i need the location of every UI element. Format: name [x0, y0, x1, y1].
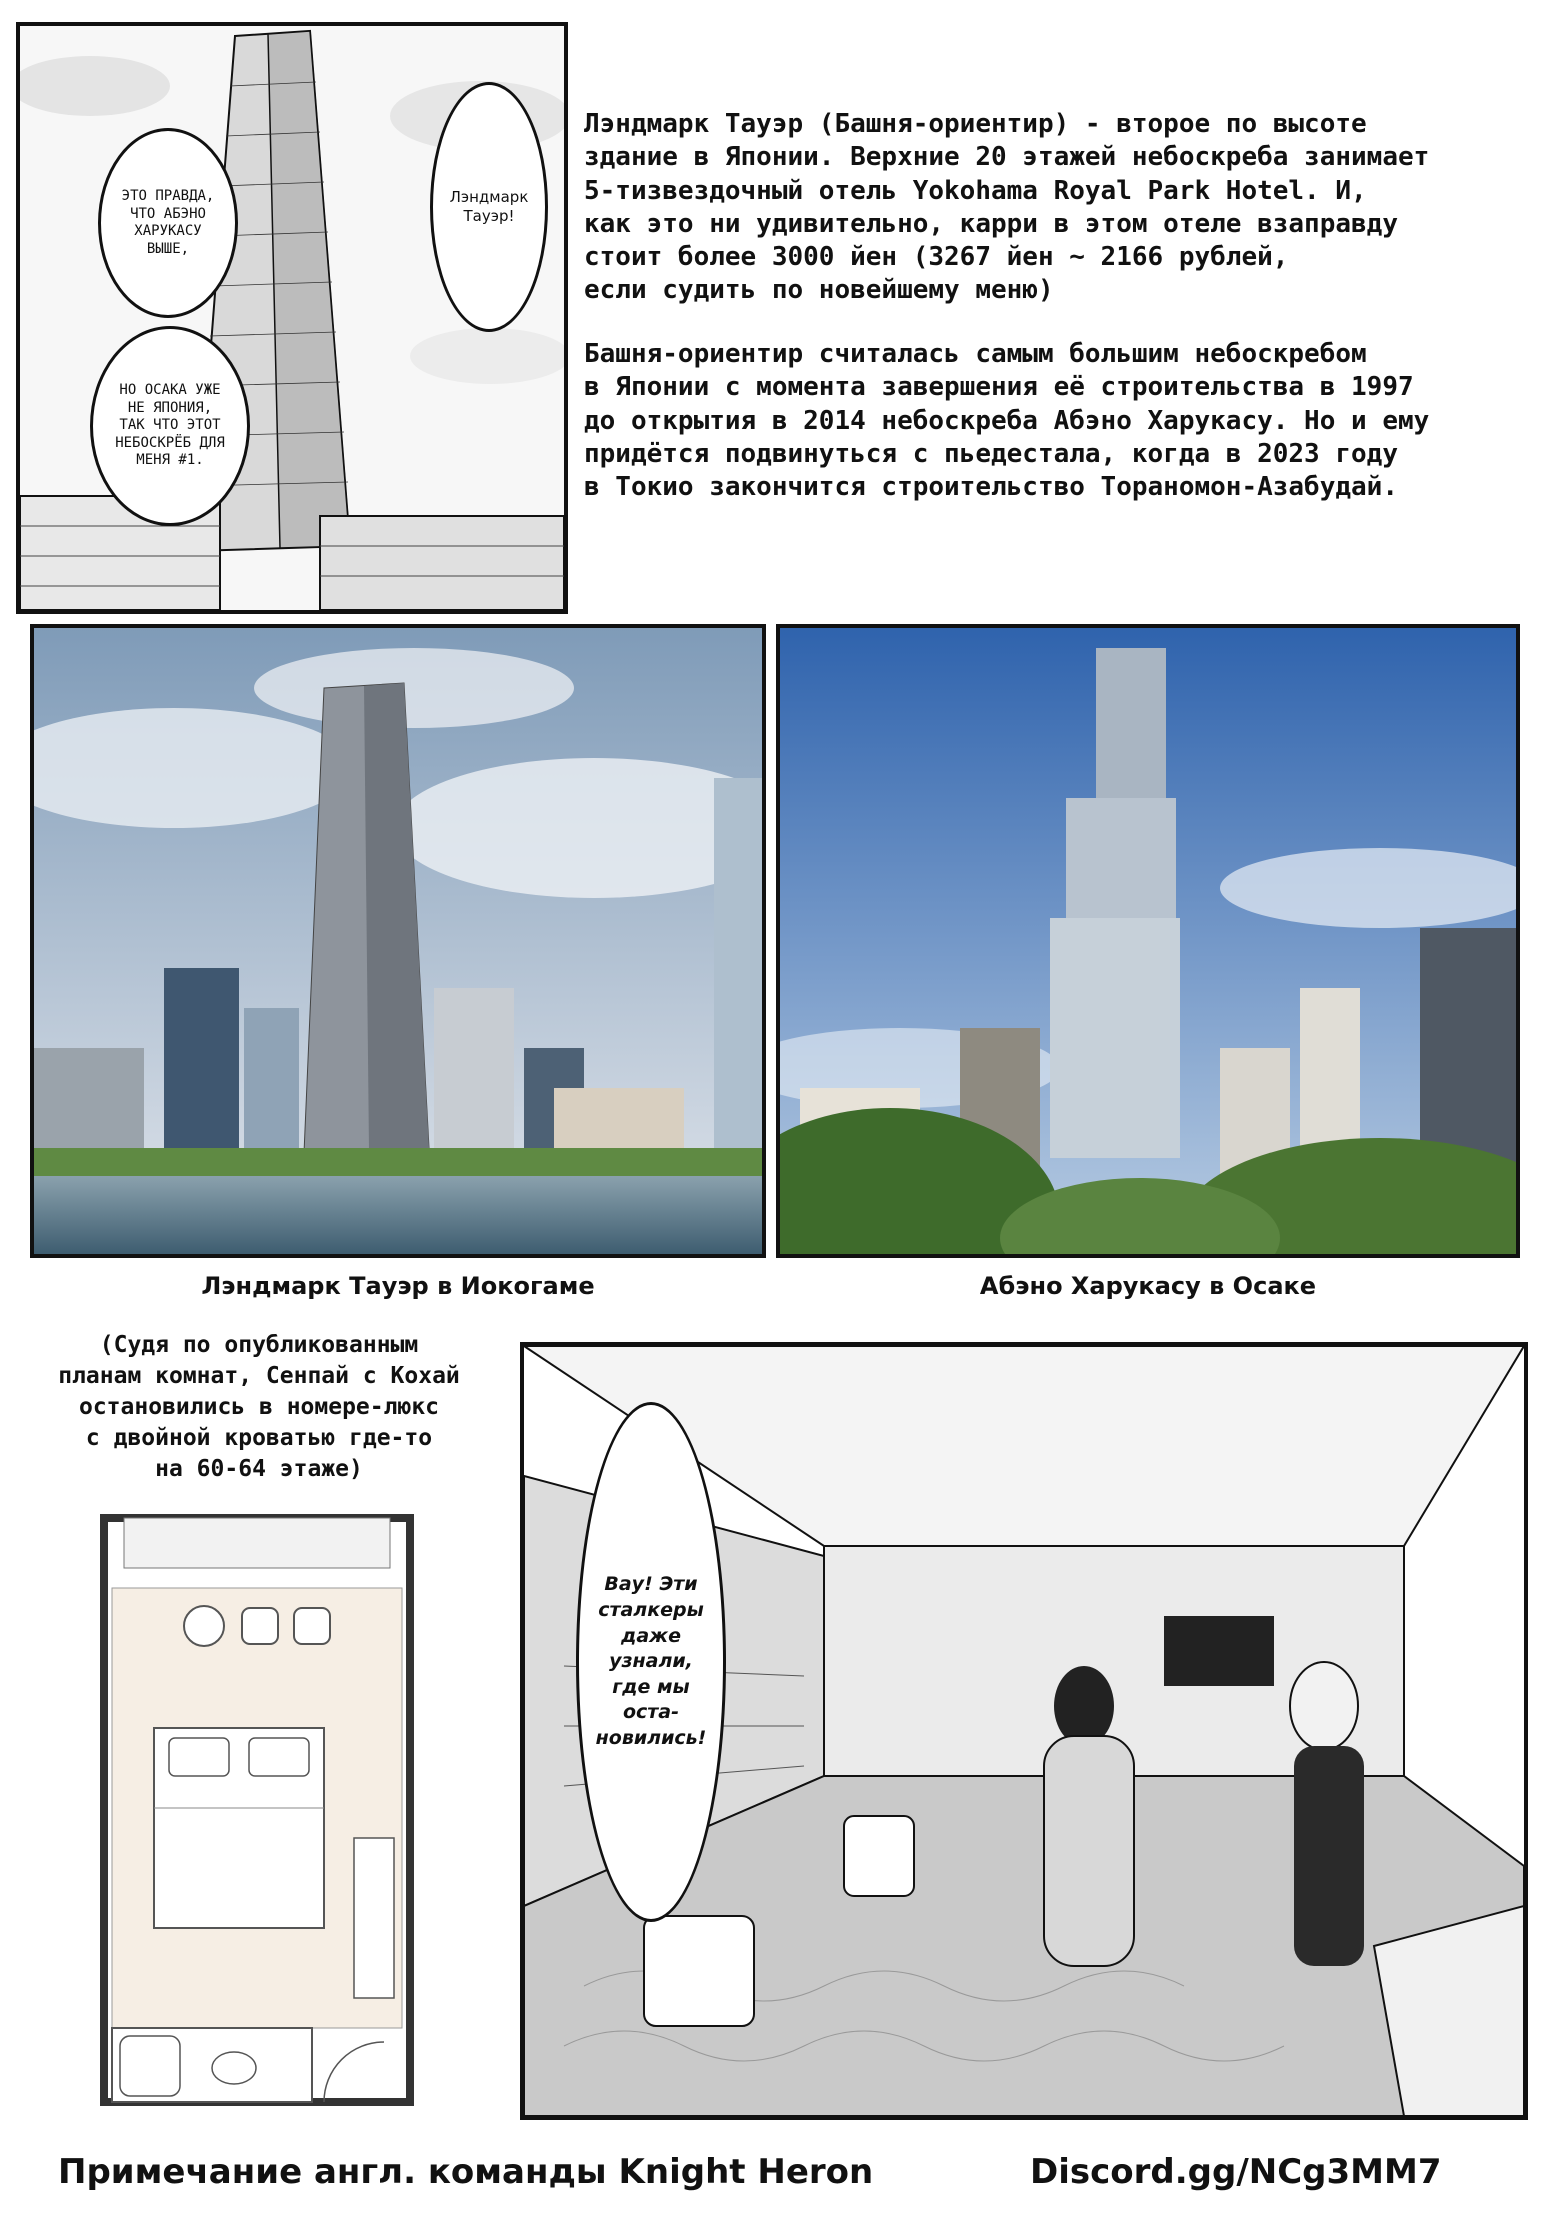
floor-plan-note [24, 1330, 494, 1485]
translator-note-ranking [584, 338, 1524, 504]
footer-discord-link[interactable]: Discord.gg/NCg3MM7 [1030, 2152, 1442, 2192]
note-line: как это ни удивительно, карри в этом отеле взаправду [584, 208, 1398, 239]
note-line: Башня-ориентир считалась самым большим небоскребом [584, 339, 1367, 369]
note-line: планам комнат, Сенпай с Кохай [58, 1363, 460, 1390]
note-line: (Судя по опубликованным [99, 1332, 419, 1358]
speech-bubble-right: Лэндмарк Тауэр! [430, 82, 548, 332]
note-line: здание в Японии. Верхние 20 этажей небоскреба занимает [584, 142, 1430, 173]
note-line: с двойной кроватью где-то [85, 1425, 433, 1452]
speech-bubble-hotel: Вау! Эти сталкеры даже узнали, где мы оста-новились! [576, 1402, 726, 1922]
translator-note-landmark [584, 108, 1524, 308]
caption-abeno: Абэно Харукасу в Осаке [979, 1272, 1317, 1300]
note-line: если судить по новейшему меню) [584, 275, 1054, 306]
note-line: придётся подвинуться с пьедестала, когда в 2023 году [584, 438, 1398, 469]
manga-panel-landmark [16, 22, 568, 614]
photo-abeno-osaka [776, 624, 1520, 1258]
note-line: Лэндмарк Тауэр (Башня-ориентир) - второе по высоте [584, 109, 1367, 139]
note-line: до открытия в 2014 небоскреба Абэно Харукасу. Но и ему [584, 405, 1430, 436]
floor-plan [84, 1508, 430, 2112]
photo-landmark-yokohama [30, 624, 766, 1258]
note-line: в Токио закончится строительство Тораномон-Азабудай. [584, 472, 1398, 503]
speech-bubble-left-top: ЭТО ПРАВДА, ЧТО АБЭНО ХАРУКАСУ ВЫШЕ, [98, 128, 238, 318]
floor-plan-drawing [84, 1508, 430, 2112]
note-line: стоит более 3000 йен (3267 йен ~ 2166 рублей, [584, 242, 1289, 273]
speech-bubble-left-bottom: НО ОСАКА УЖЕ НЕ ЯПОНИЯ, ТАК ЧТО ЭТОТ НЕБОСКРЁБ ДЛЯ МЕНЯ #1. [90, 326, 250, 526]
manga-panel-hotel-room [520, 1342, 1528, 2120]
note-line: в Японии с момента завершения её строительства в 1997 [584, 372, 1414, 403]
note-line: остановились в номере-люкс [78, 1394, 440, 1421]
note-line: на 60-64 этаже) [155, 1456, 363, 1483]
landmark-photo [34, 628, 762, 1254]
footer-credit: Примечание англ. команды Knight Heron [58, 2152, 874, 2192]
caption-landmark: Лэндмарк Тауэр в Иокогаме [201, 1272, 595, 1300]
note-line: 5-тизвездочный отель Yokohama Royal Park Hotel. И, [584, 175, 1367, 206]
abeno-photo [780, 628, 1516, 1254]
